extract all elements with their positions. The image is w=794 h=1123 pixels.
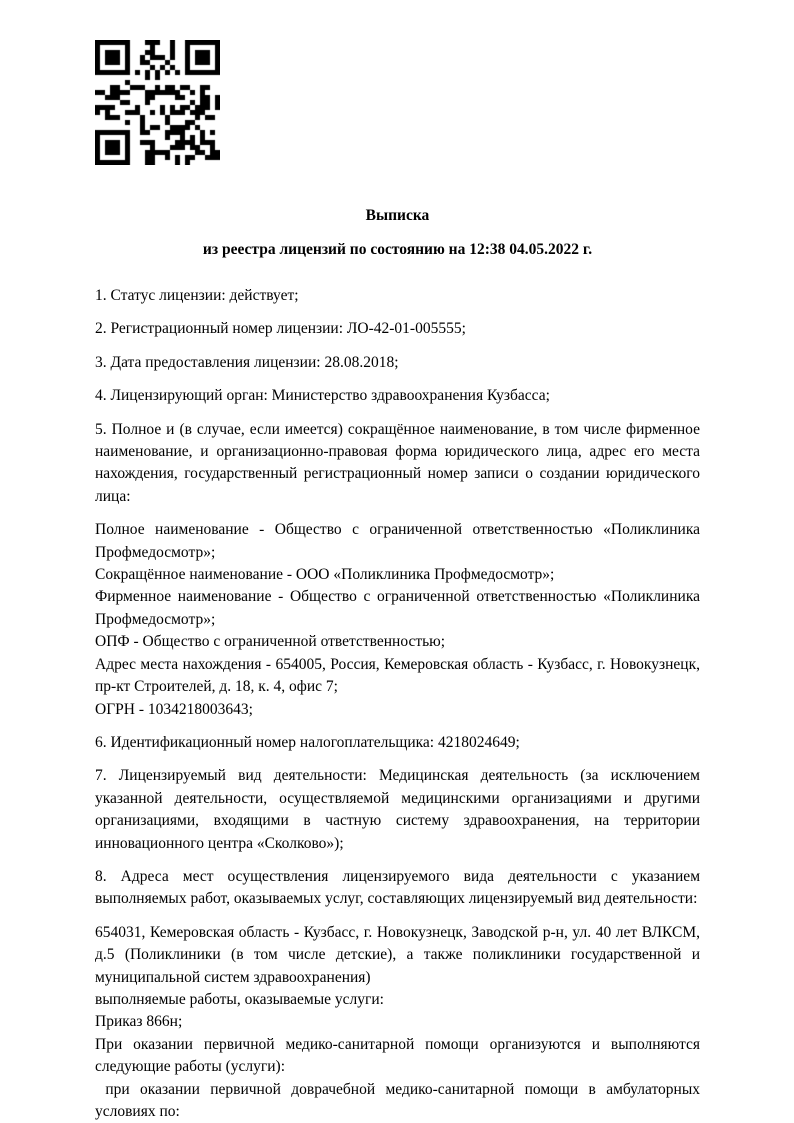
document-subtitle: из реестра лицензий по состоянию на 12:38 04.05.2022 г. bbox=[202, 241, 593, 258]
paragraph-short-name: Сокращённое наименование - ООО «Поликлиника Профмедосмотр»; bbox=[95, 566, 555, 584]
paragraph-works-services: выполняемые работы, оказываемые услуги: bbox=[95, 990, 384, 1008]
paragraph-grant-date: 3. Дата предоставления лицензии: 28.08.2018; bbox=[95, 353, 399, 371]
paragraph-primary-care: При оказании первичной медико-санитарной помощи организуются и выполняются следующие работы (услуги): bbox=[95, 1035, 700, 1076]
qr-code-container bbox=[95, 40, 220, 165]
paragraph-ogrn: ОГРН - 1034218003643; bbox=[95, 700, 253, 718]
paragraph-inn: 6. Идентификационный номер налогоплательщика: 4218024649; bbox=[95, 733, 520, 751]
paragraph-addresses-intro: 8. Адреса мест осуществления лицензируемого вида деятельности с указанием выполняемых работ, оказываемых услуг, составляющих лицензируемый вид деятельности: bbox=[95, 867, 700, 908]
paragraph-licensing-authority: 4. Лицензирующий орган: Министерство здравоохранения Кузбасса; bbox=[95, 387, 550, 405]
document-title: Выписка bbox=[365, 207, 430, 224]
paragraph-order-866n: Приказ 866н; bbox=[95, 1013, 183, 1031]
paragraph-licensed-activity: 7. Лицензируемый вид деятельности: Медицинская деятельность (за исключением указанной деятельности, осуществляемой медицинскими организациями и другими организациями, входящими в частную систему здравоохранения, на территории инновационного центра «Сколково»); bbox=[95, 767, 700, 852]
paragraph-brand-name: Фирменное наименование - Общество с ограниченной ответственностью «Поликлиника Профмедосмотр»; bbox=[95, 588, 700, 628]
paragraph-entity-intro: 5. Полное и (в случае, если имеется) сокращённое наименование, в том числе фирменное наименование, и организационно-правовая форма юридического лица, адрес его места нахождения, государственный регистрационный номер записи о создании юридического лица: bbox=[95, 420, 700, 505]
paragraph-status: 1. Статус лицензии: действует; bbox=[95, 287, 299, 304]
paragraph-full-name: Полное наименование - Общество с ограниченной ответственностью «Поликлиника Профмедосмотр»; bbox=[95, 521, 700, 561]
paragraph-site-address: 654031, Кемеровская область - Кузбасс, г. Новокузнецк, Заводской р-н, ул. 40 лет ВЛКСМ, д.5 (Поликлиники (в том числе детские), а также поликлиники государственной и муниципальной систем здравоохранения) bbox=[95, 923, 700, 986]
qr-code bbox=[95, 40, 220, 165]
paragraph-opf: ОПФ - Общество с ограниченной ответственностью; bbox=[95, 633, 446, 651]
paragraph-reg-number: 2. Регистрационный номер лицензии: ЛО-42-01-005555; bbox=[95, 320, 466, 338]
document-body bbox=[95, 285, 700, 1123]
paragraph-pre-doctor-care: при оказании первичной доврачебной медико-санитарной помощи в амбулаторных условиях по: bbox=[95, 1080, 700, 1120]
paragraph-address: Адрес места нахождения - 654005, Россия, Кемеровская область - Кузбасс, г. Новокузнецк, пр-кт Строителей, д. 18, к. 4, офис 7; bbox=[95, 655, 700, 696]
